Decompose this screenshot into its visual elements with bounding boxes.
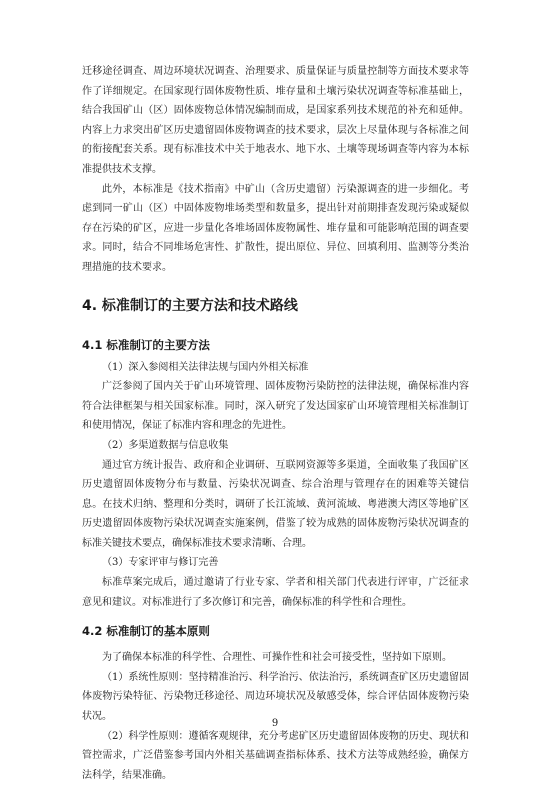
principle-1: （1）系统性原则：坚持精准治污、科学治污、依法治污，系统调查矿区历史遗留固体废物污染特征、污染物迁移途径、周边环境状况及敏感受体，综合评估固体废物污染状况。 [82,671,469,723]
section-heading-4-2: 4.2 标准制订的基本原则 [82,624,210,639]
item-text-2: 通过官方统计报告、政府和企业调研、互联网资源等多渠道，全面收集了我国矿区历史遗留固体废物分布与数量、污染状况调查、综合治理与管理存在的困难等关键信息。在技术归纳、整理和分类时，调研了长江流域、黄河流域、粤港澳大湾区等地矿区历史遗留固体废物污染状况调查实施案例，借鉴了较为成熟的固体废物污染状况调查的标准关键技术要点，确保标准技术要求清晰、合理。 [82,459,469,549]
page-content [82,62,469,785]
section-heading-4-1: 4.1 标准制订的主要方法 [82,337,210,352]
item-heading-2: （2）多渠道数据与信息收集 [102,439,229,451]
page-number: 9 [271,718,279,729]
item-heading-1: （1）深入参阅相关法律法规与国内外相关标准 [102,361,309,373]
chapter-heading: 4. 标准制订的主要方法和技术路线 [82,297,298,314]
item-text-1: 广泛参阅了国内关于矿山环境管理、固体废物污染防控的法律法规，确保标准内容符合法律框架与相关国家标准。同时，深入研究了发达国家矿山环境管理相关标准制订和使用情况，保证了标准内容和理念的先进性。 [82,381,469,432]
paragraph-continued: 迁移途径调查、周边环境状况调查、治理要求、质量保证与质量控制等方面技术要求等作了详细规定。在国家现行固体废物性质、堆存量和土壤污染状况调查等标准基础上，结合我国矿山（区）固体废物总体情况编制而成，是国家系列技术规范的补充和延伸。内容上力求突出矿区历史遗留固体废物调查的技术要求，层次上尽量体现与各标准之间的衔接配套关系。现有标准技术中关于地表水、地下水、土壤等现场调查等内容为本标准提供技术支撑。 [82,66,469,175]
paragraph-furthermore: 此外，本标准是《技术指南》中矿山（含历史遗留）污染源调查的进一步细化。考虑到同一矿山（区）中固体废物堆场类型和数量多，提出针对前期排查发现污染或疑似存在污染的矿区，应进一步量化各堆场固体废物属性、堆存量和可能影响范围的调查要求。同时，结合不同堆场危害性、扩散性，提出原位、异位、回填利用、监测等分类治理措施的技术要求。 [82,183,469,273]
principles-intro: 为了确保本标准的科学性、合理性、可操作性和社会可接受性，坚持如下原则。 [102,652,452,664]
principle-2: （2）科学性原则：遵循客观规律，充分考虑矿区历史遗留固体废物的历史、现状和管控需求，广泛借鉴参考国内外相关基础调查指标体系、技术方法等成熟经验，确保方法科学，结果准确。 [82,730,469,781]
item-heading-3: （3）专家评审与修订完善 [102,557,219,569]
item-text-3: 标准草案完成后，通过邀请了行业专家、学者和相关部门代表进行评审，广泛征求意见和建议。对标准进行了多次修订和完善，确保标准的科学性和合理性。 [82,577,469,608]
